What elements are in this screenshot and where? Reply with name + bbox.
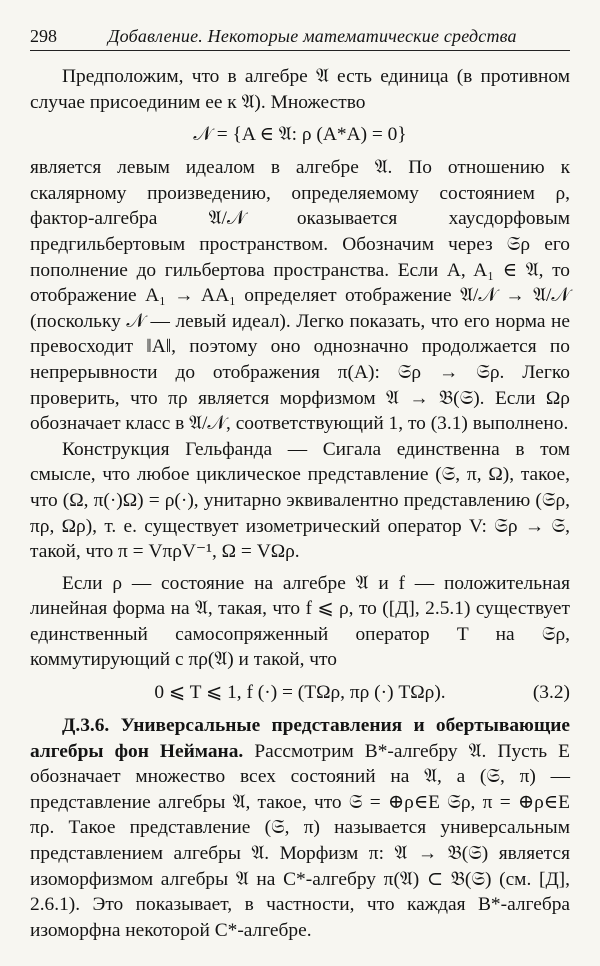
paragraph-2: является левым идеалом в алгебре 𝔄. По отношению к скалярному произведению, определяемому состоянием ρ, фактор-алгебра 𝔄/𝒩 оказывается хаусдорфовым предгильбертовым пространством. Обозначим через 𝔖ρ его пополнение до гильбертова пространства. Если A, A₁ ∈ 𝔄, то отображение A₁ → AA₁ определяет отображение 𝔄/𝒩 → 𝔄/𝒩 (поскольку 𝒩 — левый идеал). Легко показать, что его норма не превосходит ‖A‖, поэтому оно однозначно продолжается по непрерывности до отображения π(A): 𝔖ρ → 𝔖ρ. Легко проверить, что πρ является морфизмом 𝔄 → 𝔅(𝔖). Если Ωρ обозначает класс в 𝔄/𝒩, соответствующий 1, то (3.1) выполнено. <box>30 157 570 435</box>
paragraph-4: Если ρ — состояние на алгебре 𝔄 и f — положительная линейная форма на 𝔄, такая, что f ⩽ ρ, то ([Д], 2.5.1) существует единственный самосопряженный оператор T на 𝔖ρ, коммутирующий с πρ(𝔄) и такой, что <box>30 572 570 671</box>
formula-3-2-text: 0 ⩽ T ⩽ 1, f (·) = (TΩρ, πρ (·) TΩρ). <box>154 682 446 704</box>
paragraph-1: Предположим, что в алгебре 𝔄 есть единица (в противном случае присоединим ее к 𝔄). Множество <box>30 66 570 113</box>
formula-3-2 <box>30 680 570 706</box>
page-number: 298 <box>30 26 57 46</box>
paragraph-5 <box>30 713 570 943</box>
running-header <box>30 24 570 51</box>
paragraph-3: Конструкция Гельфанда — Сигала единственна в том смысле, что любое циклическое представление (𝔖, π, Ω), такое, что (Ω, π(·)Ω) = ρ(·), унитарно эквивалентно представлению (𝔖ρ, πρ, Ωρ), т. е. существует изометрический оператор V: 𝔖ρ → 𝔖, такой, что π = VπρV⁻¹, Ω = VΩρ. <box>30 438 570 563</box>
section-heading: Д.3.6. Универсальные представления и обертывающие алгебры фон Неймана. <box>30 715 570 762</box>
formula-ideal: 𝒩 = {A ∈ 𝔄: ρ (A*A) = 0} <box>193 124 407 146</box>
equation-number: (3.2) <box>532 682 570 704</box>
paragraph-5-text: Рассмотрим B*-алгебру 𝔄. Пусть E обозначает множество всех состояний на 𝔄, а (𝔖, π) — представление алгебры 𝔄, такое, что 𝔖 = ⊕ρ∈E 𝔖ρ, π = ⊕ρ∈E πρ. Такое представление (𝔖, π) называется универсальным представлением алгебры 𝔄. Морфизм π: 𝔄 → 𝔅(𝔖) является изоморфизмом алгебры 𝔄 на C*-алгебру π(𝔄) ⊂ 𝔅(𝔖) (см. [Д], 2.6.1). Это показывает, в частности, что каждая B*-алгебра изоморфна некоторой C*-алгебре. <box>30 740 570 941</box>
page-body <box>30 64 570 943</box>
running-title: Добавление. Некоторые математические средства <box>108 26 517 46</box>
